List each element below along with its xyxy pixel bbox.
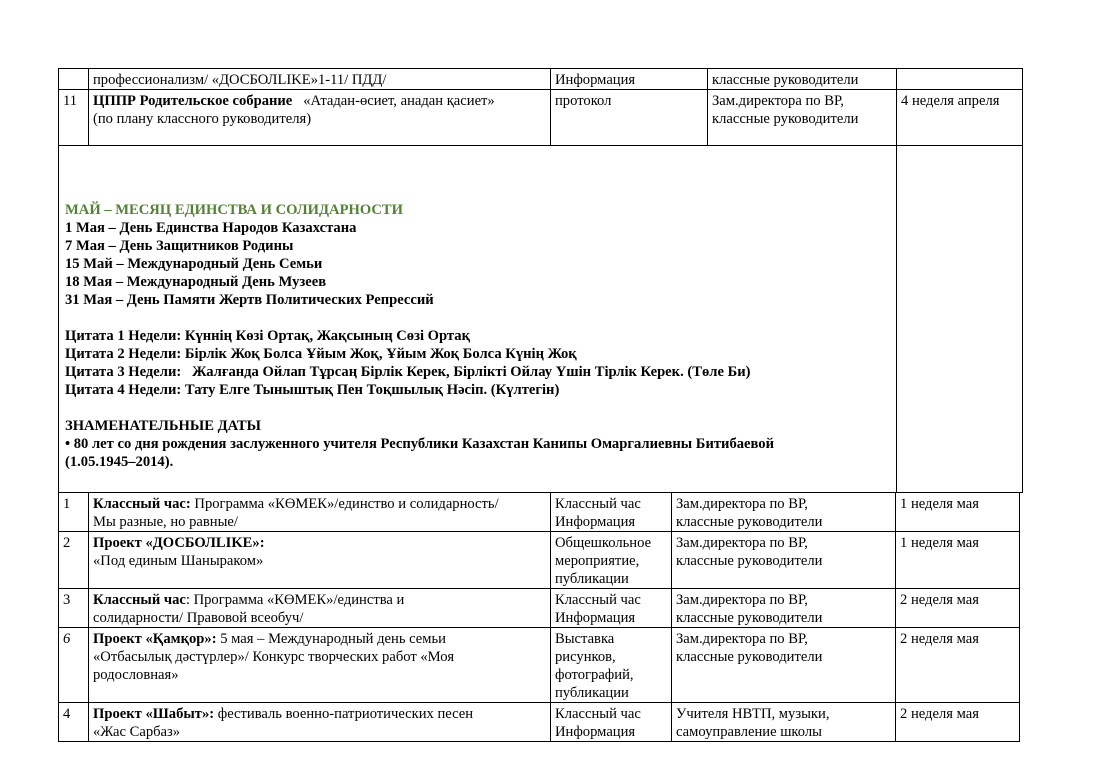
event-cell: Проект «Қамқор»: 5 мая – Международный день семьи «Отбасылық дәстүрлер»/ Конкурс творческих работ «Моя родословная» (89, 628, 551, 703)
responsible-cell: Зам.директора по ВР, классные руководители (672, 532, 896, 589)
date-line: 18 Мая – Международный День Музеев (65, 274, 327, 290)
memorable-dates-title: ЗНАМЕНАТЕЛЬНЫЕ ДАТЫ (65, 418, 261, 434)
memorable-date-line: • 80 лет со дня рождения заслуженного учителя Республики Казахстан Канипы Омаргалиевны Битибаевой (65, 436, 775, 452)
row-number: 6 (59, 628, 89, 703)
date-line: 15 Май – Международный День Семьи (65, 256, 323, 272)
month-header-row (59, 146, 1023, 493)
row-number: 2 (59, 532, 89, 589)
event-cell: Классный час: Программа «КӨМЕК»/единства и солидарности/ Правовой всеобуч/ (89, 589, 551, 628)
form-cell: Выставка рисунков, фотографий, публикации (551, 628, 672, 703)
quote-line: Цитата 2 Недели: Бірлік Жоқ Болса Ұйым Жоқ, Ұйым Жоқ Болса Күнің Жоқ (65, 346, 577, 362)
date-cell: 2 неделя мая (896, 628, 1020, 703)
form-cell: Классный час Информация (551, 493, 672, 532)
quote-line: Цитата 3 Недели: Жалғанда Ойлап Тұрсаң Бірлік Керек, Бірлікті Ойлау Үшін Тірлік Керек. (Төле Би) (65, 364, 751, 380)
date-line: 31 Мая – День Памяти Жертв Политических Репрессий (65, 292, 434, 308)
date-line: 7 Мая – День Защитников Родины (65, 238, 294, 254)
table-row (59, 589, 1020, 628)
responsible-cell: Зам.директора по ВР, классные руководители (672, 628, 896, 703)
form-cell: протокол (551, 90, 708, 146)
month-title: МАЙ – МЕСЯЦ ЕДИНСТВА И СОЛИДАРНОСТИ (65, 202, 403, 218)
table-row (59, 532, 1020, 589)
row-number: 3 (59, 589, 89, 628)
responsible-cell: классные руководители (708, 69, 897, 90)
responsible-cell: Зам.директора по ВР, классные руководители (672, 589, 896, 628)
date-cell (897, 69, 1023, 90)
quote-line: Цитата 1 Недели: Күннің Көзі Ортақ, Жақсының Сөзі Ортақ (65, 328, 470, 344)
event-cell: Проект «ДОСБОЛLIKE»: «Под единым Шаныраком» (89, 532, 551, 589)
event-cell: профессионализм/ «ДОСБОЛLIKE»1-11/ ПДД/ (89, 69, 551, 90)
event-cell: Классный час: Программа «КӨМЕК»/единство и солидарность/ Мы разные, но равные/ (89, 493, 551, 532)
row-number (59, 69, 89, 90)
date-cell: 1 неделя мая (896, 532, 1020, 589)
date-cell: 2 неделя мая (896, 703, 1020, 742)
date-cell: 2 неделя мая (896, 589, 1020, 628)
month-info-cell (59, 146, 897, 493)
form-cell: Общешкольное мероприятие, публикации (551, 532, 672, 589)
quote-line: Цитата 4 Недели: Тату Елге Тыныштық Пен Тоқшылық Нәсіп. (Күлтегін) (65, 382, 560, 398)
table-row (59, 628, 1020, 703)
plan-table-top (58, 68, 1023, 493)
row-number: 11 (59, 90, 89, 146)
event-cell: Проект «Шабыт»: фестиваль военно-патриотических песен «Жас Сарбаз» (89, 703, 551, 742)
form-cell: Информация (551, 69, 708, 90)
row-number: 4 (59, 703, 89, 742)
responsible-cell: Учителя НВТП, музыки, самоуправление школы (672, 703, 896, 742)
table-row (59, 493, 1020, 532)
empty-cell (897, 146, 1023, 493)
plan-table-may (58, 492, 1020, 742)
responsible-cell: Зам.директора по ВР, классные руководители (672, 493, 896, 532)
event-cell: ЦППР Родительское собрание «Атадан-өсиет, анадан қасиет» (по плану классного руководителя) (89, 90, 551, 146)
responsible-cell: Зам.директора по ВР, классные руководители (708, 90, 897, 146)
date-cell: 4 неделя апреля (897, 90, 1023, 146)
form-cell: Классный час Информация (551, 589, 672, 628)
table-row (59, 703, 1020, 742)
date-line: 1 Мая – День Единства Народов Казахстана (65, 220, 357, 236)
memorable-date-line: (1.05.1945–2014). (65, 454, 174, 470)
table-row (59, 90, 1023, 146)
row-number: 1 (59, 493, 89, 532)
date-cell: 1 неделя мая (896, 493, 1020, 532)
form-cell: Классный час Информация (551, 703, 672, 742)
table-row (59, 69, 1023, 90)
